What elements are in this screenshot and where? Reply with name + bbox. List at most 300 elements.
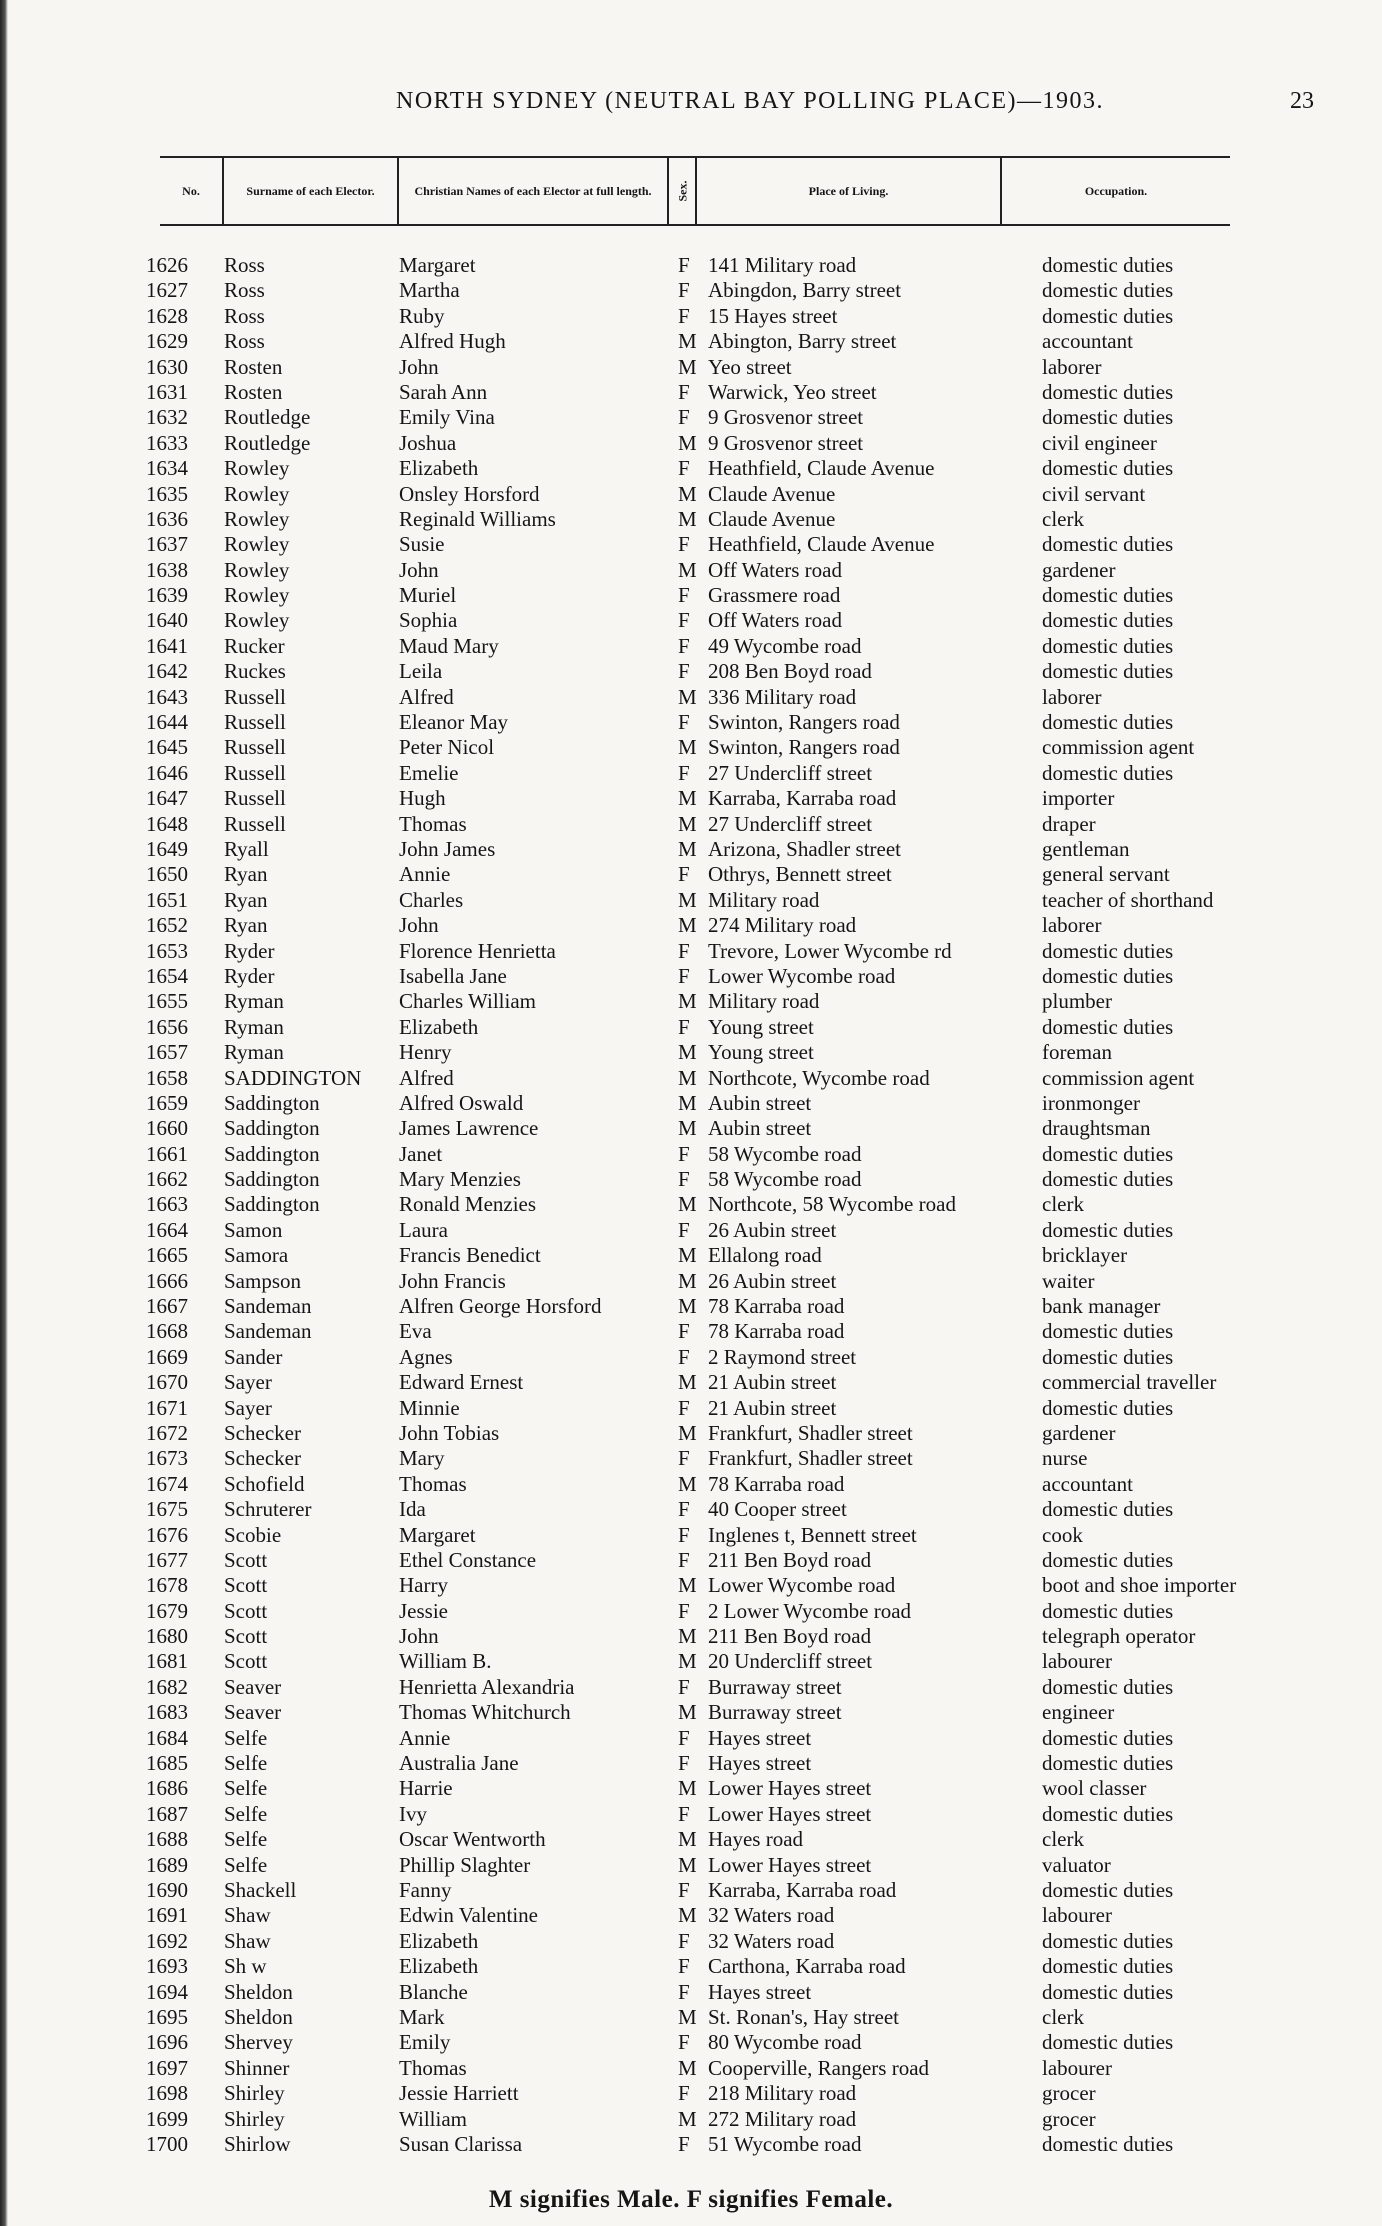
cell-christian-names: Emily	[399, 2030, 451, 2055]
cell-occupation: commercial traveller	[1042, 1370, 1217, 1395]
cell-christian-names: Henrietta Alexandria	[399, 1674, 575, 1699]
table-row	[0, 1980, 1382, 2005]
cell-place-of-living: Northcote, 58 Wycombe road	[708, 1192, 956, 1217]
cell-place-of-living: Karraba, Karraba road	[708, 1878, 897, 1902]
cell-place-of-living: 208 Ben Boyd road	[708, 659, 872, 684]
cell-christian-names: Thomas	[399, 2055, 467, 2080]
cell-surname: Ryman	[224, 1014, 284, 1039]
cell-occupation: teacher of shorthand	[1042, 887, 1214, 912]
cell-sex: M	[678, 786, 697, 811]
cell-number: 1692	[146, 1928, 188, 1953]
table-row	[0, 1370, 1382, 1395]
cell-sex: F	[678, 532, 690, 557]
cell-surname: Selfe	[224, 1827, 268, 1852]
cell-surname: Selfe	[224, 1776, 268, 1801]
table-row	[0, 1573, 1382, 1598]
table-row	[0, 1700, 1382, 1725]
cell-christian-names: Florence Henrietta	[399, 938, 556, 963]
table-row	[0, 1954, 1382, 1979]
cell-place-of-living: 272 Military road	[708, 2106, 857, 2131]
cell-place-of-living: Othrys, Bennett street	[708, 862, 892, 887]
table-row	[0, 456, 1382, 481]
cell-number: 1636	[146, 506, 188, 531]
cell-sex: M	[678, 329, 697, 354]
cell-number: 1627	[146, 278, 188, 303]
table-row	[0, 1015, 1382, 1040]
cell-surname: Russell	[224, 684, 286, 709]
cell-occupation: telegraph operator	[1042, 1624, 1196, 1649]
cell-surname: Sampson	[224, 1268, 302, 1293]
table-row	[0, 1396, 1382, 1421]
cell-place-of-living: Burraway street	[708, 1674, 842, 1699]
cell-surname: SADDINGTON	[224, 1065, 362, 1090]
cell-surname: Schofield	[224, 1471, 305, 1496]
cell-sex: F	[678, 1395, 690, 1420]
table-row	[0, 939, 1382, 964]
table-row	[0, 1751, 1382, 1776]
cell-number: 1628	[146, 303, 188, 328]
cell-sex: F	[678, 1167, 690, 1192]
cell-surname: Rowley	[224, 481, 290, 506]
cell-number: 1687	[146, 1801, 188, 1826]
cell-number: 1633	[146, 430, 188, 455]
cell-surname: Routledge	[224, 430, 311, 455]
cell-christian-names: Mary	[399, 1446, 445, 1471]
cell-place-of-living: Frankfurt, Shadler street	[708, 1420, 913, 1445]
cell-sex: F	[678, 2081, 690, 2106]
cell-number: 1666	[146, 1268, 188, 1293]
cell-occupation: bank manager	[1042, 1294, 1161, 1319]
cell-christian-names: Laura	[399, 1217, 448, 1242]
header-occupation: Occupation.	[1084, 184, 1148, 198]
table-row	[0, 913, 1382, 938]
table-row	[0, 1421, 1382, 1446]
cell-surname: Routledge	[224, 405, 311, 430]
cell-sex: M	[678, 1471, 697, 1496]
cell-place-of-living: Inglenes t, Bennett street	[708, 1522, 917, 1547]
cell-occupation: clerk	[1042, 2004, 1084, 2029]
cell-sex: M	[678, 1573, 697, 1598]
cell-christian-names: William B.	[399, 1649, 492, 1674]
cell-place-of-living: 80 Wycombe road	[708, 2030, 862, 2055]
cell-sex: F	[678, 456, 690, 481]
cell-surname: Ross	[224, 278, 265, 303]
cell-place-of-living: 20 Undercliff street	[708, 1649, 873, 1674]
cell-place-of-living: Hayes road	[708, 1827, 804, 1852]
table-row	[0, 278, 1382, 303]
cell-occupation: laborer	[1042, 684, 1102, 709]
cell-sex: M	[678, 684, 697, 709]
cell-surname: Russell	[224, 760, 286, 785]
cell-sex: F	[678, 1319, 690, 1344]
cell-place-of-living: Young street	[708, 1014, 814, 1039]
table-row	[0, 2132, 1382, 2157]
cell-sex: M	[678, 2004, 697, 2029]
page-title: NORTH SYDNEY (NEUTRAL BAY POLLING PLACE)—1903.	[396, 88, 1104, 114]
table-row	[0, 532, 1382, 557]
cell-number: 1626	[146, 253, 188, 277]
cell-sex: M	[678, 735, 697, 760]
cell-place-of-living: Carthona, Karraba road	[708, 1954, 906, 1979]
cell-christian-names: Annie	[399, 1725, 451, 1750]
cell-sex: F	[678, 1598, 690, 1623]
cell-surname: Sandeman	[224, 1294, 312, 1319]
cell-occupation: domestic duties	[1042, 1878, 1174, 1902]
table-row	[0, 253, 1382, 278]
cell-place-of-living: Frankfurt, Shadler street	[708, 1446, 913, 1471]
table-row	[0, 1243, 1382, 1268]
cell-christian-names: Reginald Williams	[399, 506, 556, 531]
cell-sex: M	[678, 1243, 697, 1268]
cell-place-of-living: Military road	[708, 887, 820, 912]
cell-christian-names: Sophia	[399, 608, 458, 633]
cell-christian-names: Eva	[399, 1319, 432, 1344]
table-row	[0, 1497, 1382, 1522]
cell-christian-names: John	[399, 354, 439, 379]
table-row	[0, 685, 1382, 710]
cell-christian-names: Alfred	[399, 1065, 454, 1090]
cell-surname: Shackell	[224, 1878, 297, 1902]
table-row	[0, 2030, 1382, 2055]
cell-sex: F	[678, 379, 690, 404]
cell-christian-names: Sarah Ann	[399, 379, 488, 404]
cell-occupation: domestic duties	[1042, 1217, 1174, 1242]
cell-christian-names: Alfred	[399, 684, 454, 709]
header-sex-label: Sex.	[675, 180, 689, 202]
cell-place-of-living: Lower Hayes street	[708, 1801, 872, 1826]
table-row	[0, 1675, 1382, 1700]
cell-surname: Ross	[224, 303, 265, 328]
table-row	[0, 1446, 1382, 1471]
cell-christian-names: Ronald Menzies	[399, 1192, 537, 1217]
cell-number: 1639	[146, 583, 188, 608]
cell-number: 1680	[146, 1624, 188, 1649]
cell-surname: Ross	[224, 253, 265, 277]
cell-place-of-living: 49 Wycombe road	[708, 633, 862, 658]
cell-sex: M	[678, 1700, 697, 1725]
cell-number: 1699	[146, 2106, 188, 2131]
cell-number: 1679	[146, 1598, 188, 1623]
table-row	[0, 2005, 1382, 2030]
cell-surname: Ruckes	[224, 659, 286, 684]
cell-surname: Russell	[224, 786, 286, 811]
cell-number: 1643	[146, 684, 188, 709]
cell-occupation: nurse	[1042, 1446, 1088, 1471]
cell-sex: F	[678, 1014, 690, 1039]
cell-occupation: domestic duties	[1042, 2030, 1174, 2055]
cell-occupation: labourer	[1042, 1649, 1112, 1674]
cell-christian-names: Alfren George Horsford	[399, 1294, 602, 1319]
cell-place-of-living: Yeo street	[708, 354, 792, 379]
table-row	[0, 1218, 1382, 1243]
cell-place-of-living: 141 Military road	[708, 253, 857, 277]
cell-occupation: domestic duties	[1042, 938, 1174, 963]
cell-occupation: domestic duties	[1042, 659, 1174, 684]
cell-place-of-living: Claude Avenue	[708, 481, 836, 506]
cell-occupation: accountant	[1042, 329, 1133, 354]
cell-occupation: laborer	[1042, 913, 1102, 938]
cell-surname: Sheldon	[224, 1979, 293, 2004]
cell-occupation: bricklayer	[1042, 1243, 1128, 1268]
cell-sex: F	[678, 1674, 690, 1699]
cell-surname: Ryan	[224, 887, 268, 912]
cell-number: 1634	[146, 456, 188, 481]
cell-surname: Scobie	[224, 1522, 282, 1547]
cell-place-of-living: Northcote, Wycombe road	[708, 1065, 930, 1090]
cell-occupation: domestic duties	[1042, 608, 1174, 633]
cell-surname: Rowley	[224, 557, 290, 582]
table-row	[0, 1776, 1382, 1801]
cell-surname: Scott	[224, 1547, 268, 1572]
cell-sex: F	[678, 1751, 690, 1776]
table-row	[0, 431, 1382, 456]
cell-surname: Saddington	[224, 1141, 320, 1166]
cell-place-of-living: Hayes street	[708, 1979, 812, 2004]
cell-number: 1641	[146, 633, 188, 658]
cell-christian-names: Charles William	[399, 989, 536, 1014]
cell-occupation: domestic duties	[1042, 1979, 1174, 2004]
table-row	[0, 888, 1382, 913]
cell-occupation: grocer	[1042, 2081, 1096, 2106]
cell-christian-names: Harry	[399, 1573, 448, 1598]
cell-occupation: commission agent	[1042, 735, 1195, 760]
cell-sex: M	[678, 481, 697, 506]
cell-occupation: civil servant	[1042, 481, 1146, 506]
cell-christian-names: Joshua	[399, 430, 457, 455]
table-row	[0, 1116, 1382, 1141]
cell-christian-names: Susie	[399, 532, 445, 557]
cell-sex: M	[678, 1852, 697, 1877]
cell-occupation: plumber	[1042, 989, 1112, 1014]
cell-place-of-living: Swinton, Rangers road	[708, 710, 900, 735]
table-row	[0, 405, 1382, 430]
table-row	[0, 1192, 1382, 1217]
table-row	[0, 1853, 1382, 1878]
cell-place-of-living: 274 Military road	[708, 913, 857, 938]
cell-christian-names: Ida	[399, 1497, 426, 1522]
cell-christian-names: Agnes	[399, 1344, 453, 1369]
table-row	[0, 1523, 1382, 1548]
cell-occupation: domestic duties	[1042, 1674, 1174, 1699]
cell-sex: M	[678, 1827, 697, 1852]
cell-christian-names: Jessie Harriett	[399, 2081, 519, 2106]
cell-christian-names: Australia Jane	[399, 1751, 519, 1776]
cell-place-of-living: 211 Ben Boyd road	[708, 1547, 872, 1572]
table-row	[0, 710, 1382, 735]
cell-place-of-living: 2 Raymond street	[708, 1344, 857, 1369]
cell-place-of-living: Lower Hayes street	[708, 1776, 872, 1801]
cell-surname: Rosten	[224, 354, 283, 379]
cell-number: 1668	[146, 1319, 188, 1344]
table-row	[0, 761, 1382, 786]
table-row	[0, 634, 1382, 659]
cell-number: 1652	[146, 913, 188, 938]
cell-place-of-living: 32 Waters road	[708, 1928, 835, 1953]
cell-occupation: labourer	[1042, 1903, 1112, 1928]
cell-sex: F	[678, 1801, 690, 1826]
table-row	[0, 812, 1382, 837]
cell-occupation: domestic duties	[1042, 1751, 1174, 1776]
cell-christian-names: Eleanor May	[399, 710, 509, 735]
table-row	[0, 1040, 1382, 1065]
cell-christian-names: John	[399, 1624, 439, 1649]
cell-occupation: domestic duties	[1042, 1547, 1174, 1572]
cell-christian-names: Onsley Horsford	[399, 481, 540, 506]
cell-surname: Saddington	[224, 1192, 320, 1217]
cell-occupation: civil engineer	[1042, 430, 1157, 455]
cell-number: 1630	[146, 354, 188, 379]
cell-christian-names: Harrie	[399, 1776, 453, 1801]
cell-christian-names: Thomas Whitchurch	[399, 1700, 571, 1725]
cell-sex: M	[678, 557, 697, 582]
cell-surname: Sandeman	[224, 1319, 312, 1344]
cell-number: 1661	[146, 1141, 188, 1166]
cell-christian-names: Isabella Jane	[399, 963, 507, 988]
cell-place-of-living: 58 Wycombe road	[708, 1141, 862, 1166]
cell-place-of-living: 26 Aubin street	[708, 1217, 837, 1242]
table-row	[0, 989, 1382, 1014]
cell-place-of-living: 15 Hayes street	[708, 303, 838, 328]
cell-occupation: domestic duties	[1042, 633, 1174, 658]
cell-sex: M	[678, 913, 697, 938]
cell-number: 1690	[146, 1878, 188, 1902]
cell-occupation: domestic duties	[1042, 1954, 1174, 1979]
cell-number: 1676	[146, 1522, 188, 1547]
cell-number: 1665	[146, 1243, 188, 1268]
cell-occupation: importer	[1042, 786, 1115, 811]
cell-number: 1689	[146, 1852, 188, 1877]
cell-place-of-living: Off Waters road	[708, 557, 842, 582]
table-row	[0, 482, 1382, 507]
table-row	[0, 1319, 1382, 1344]
cell-place-of-living: Cooperville, Rangers road	[708, 2055, 930, 2080]
cell-number: 1645	[146, 735, 188, 760]
cell-sex: F	[678, 1446, 690, 1471]
cell-sex: F	[678, 1878, 690, 1902]
cell-number: 1682	[146, 1674, 188, 1699]
table-header	[160, 156, 1230, 226]
cell-sex: F	[678, 1141, 690, 1166]
cell-number: 1663	[146, 1192, 188, 1217]
cell-place-of-living: 21 Aubin street	[708, 1395, 837, 1420]
cell-surname: Saddington	[224, 1116, 320, 1141]
cell-sex: F	[678, 1725, 690, 1750]
table-row	[0, 304, 1382, 329]
cell-surname: Rosten	[224, 379, 283, 404]
table-row	[0, 1649, 1382, 1674]
cell-christian-names: Oscar Wentworth	[399, 1827, 546, 1852]
cell-occupation: foreman	[1042, 1040, 1112, 1065]
cell-number: 1678	[146, 1573, 188, 1598]
cell-occupation: domestic duties	[1042, 1344, 1174, 1369]
cell-place-of-living: Off Waters road	[708, 608, 842, 633]
cell-occupation: wool classer	[1042, 1776, 1147, 1801]
cell-surname: Rowley	[224, 456, 290, 481]
cell-occupation: domestic duties	[1042, 1497, 1174, 1522]
cell-place-of-living: 26 Aubin street	[708, 1268, 837, 1293]
cell-number: 1686	[146, 1776, 188, 1801]
cell-christian-names: Mary Menzies	[399, 1167, 521, 1192]
table-row	[0, 1827, 1382, 1852]
cell-number: 1638	[146, 557, 188, 582]
cell-christian-names: Edwin Valentine	[399, 1903, 539, 1928]
cell-number: 1660	[146, 1116, 188, 1141]
cell-christian-names: Mark	[399, 2004, 445, 2029]
cell-sex: F	[678, 253, 690, 277]
cell-surname: Selfe	[224, 1852, 268, 1877]
cell-sex: M	[678, 1903, 697, 1928]
cell-place-of-living: Heathfield, Claude Avenue	[708, 532, 935, 557]
cell-place-of-living: 2 Lower Wycombe road	[708, 1598, 912, 1623]
cell-occupation: commission agent	[1042, 1065, 1195, 1090]
cell-occupation: clerk	[1042, 1192, 1084, 1217]
cell-place-of-living: 32 Waters road	[708, 1903, 835, 1928]
cell-surname: Sander	[224, 1344, 283, 1369]
cell-number: 1647	[146, 786, 188, 811]
cell-surname: Saddington	[224, 1090, 320, 1115]
cell-place-of-living: Burraway street	[708, 1700, 842, 1725]
cell-christian-names: James Lawrence	[399, 1116, 539, 1141]
cell-surname: Shaw	[224, 1928, 271, 1953]
cell-sex: M	[678, 1294, 697, 1319]
cell-sex: M	[678, 1420, 697, 1445]
cell-occupation: domestic duties	[1042, 1014, 1174, 1039]
cell-sex: F	[678, 303, 690, 328]
table-row	[0, 1269, 1382, 1294]
cell-surname: Samora	[224, 1243, 289, 1268]
cell-surname: Shirley	[224, 2081, 285, 2106]
cell-christian-names: John Tobias	[399, 1420, 500, 1445]
cell-christian-names: John	[399, 557, 439, 582]
cell-surname: Ryder	[224, 963, 275, 988]
table-row	[0, 1345, 1382, 1370]
cell-number: 1675	[146, 1497, 188, 1522]
cell-christian-names: Emily Vina	[399, 405, 495, 430]
cell-number: 1696	[146, 2030, 188, 2055]
cell-number: 1695	[146, 2004, 188, 2029]
cell-surname: Ryder	[224, 938, 275, 963]
cell-surname: Schecker	[224, 1420, 301, 1445]
cell-sex: F	[678, 760, 690, 785]
cell-sex: F	[678, 2030, 690, 2055]
cell-place-of-living: Abington, Barry street	[708, 329, 897, 354]
table-row	[0, 1726, 1382, 1751]
cell-place-of-living: 78 Karraba road	[708, 1294, 845, 1319]
header-place-of-living: Place of Living.	[697, 158, 1002, 224]
cell-christian-names: Thomas	[399, 811, 467, 836]
cell-number: 1667	[146, 1294, 188, 1319]
cell-sex: M	[678, 1624, 697, 1649]
table-row	[0, 862, 1382, 887]
cell-sex: M	[678, 1776, 697, 1801]
cell-place-of-living: 58 Wycombe road	[708, 1167, 862, 1192]
cell-place-of-living: Aubin street	[708, 1090, 812, 1115]
cell-number: 1664	[146, 1217, 188, 1242]
cell-christian-names: Susan Clarissa	[399, 2131, 523, 2156]
cell-number: 1691	[146, 1903, 188, 1928]
cell-christian-names: Maud Mary	[399, 633, 499, 658]
cell-sex: F	[678, 1522, 690, 1547]
table-row	[0, 1472, 1382, 1497]
cell-sex: F	[678, 1954, 690, 1979]
cell-occupation: domestic duties	[1042, 1928, 1174, 1953]
cell-sex: F	[678, 1547, 690, 1572]
page-number: 23	[1290, 88, 1314, 114]
cell-surname: Samon	[224, 1217, 283, 1242]
cell-occupation: domestic duties	[1042, 1801, 1174, 1826]
cell-sex: F	[678, 1344, 690, 1369]
cell-christian-names: Margaret	[399, 253, 476, 277]
